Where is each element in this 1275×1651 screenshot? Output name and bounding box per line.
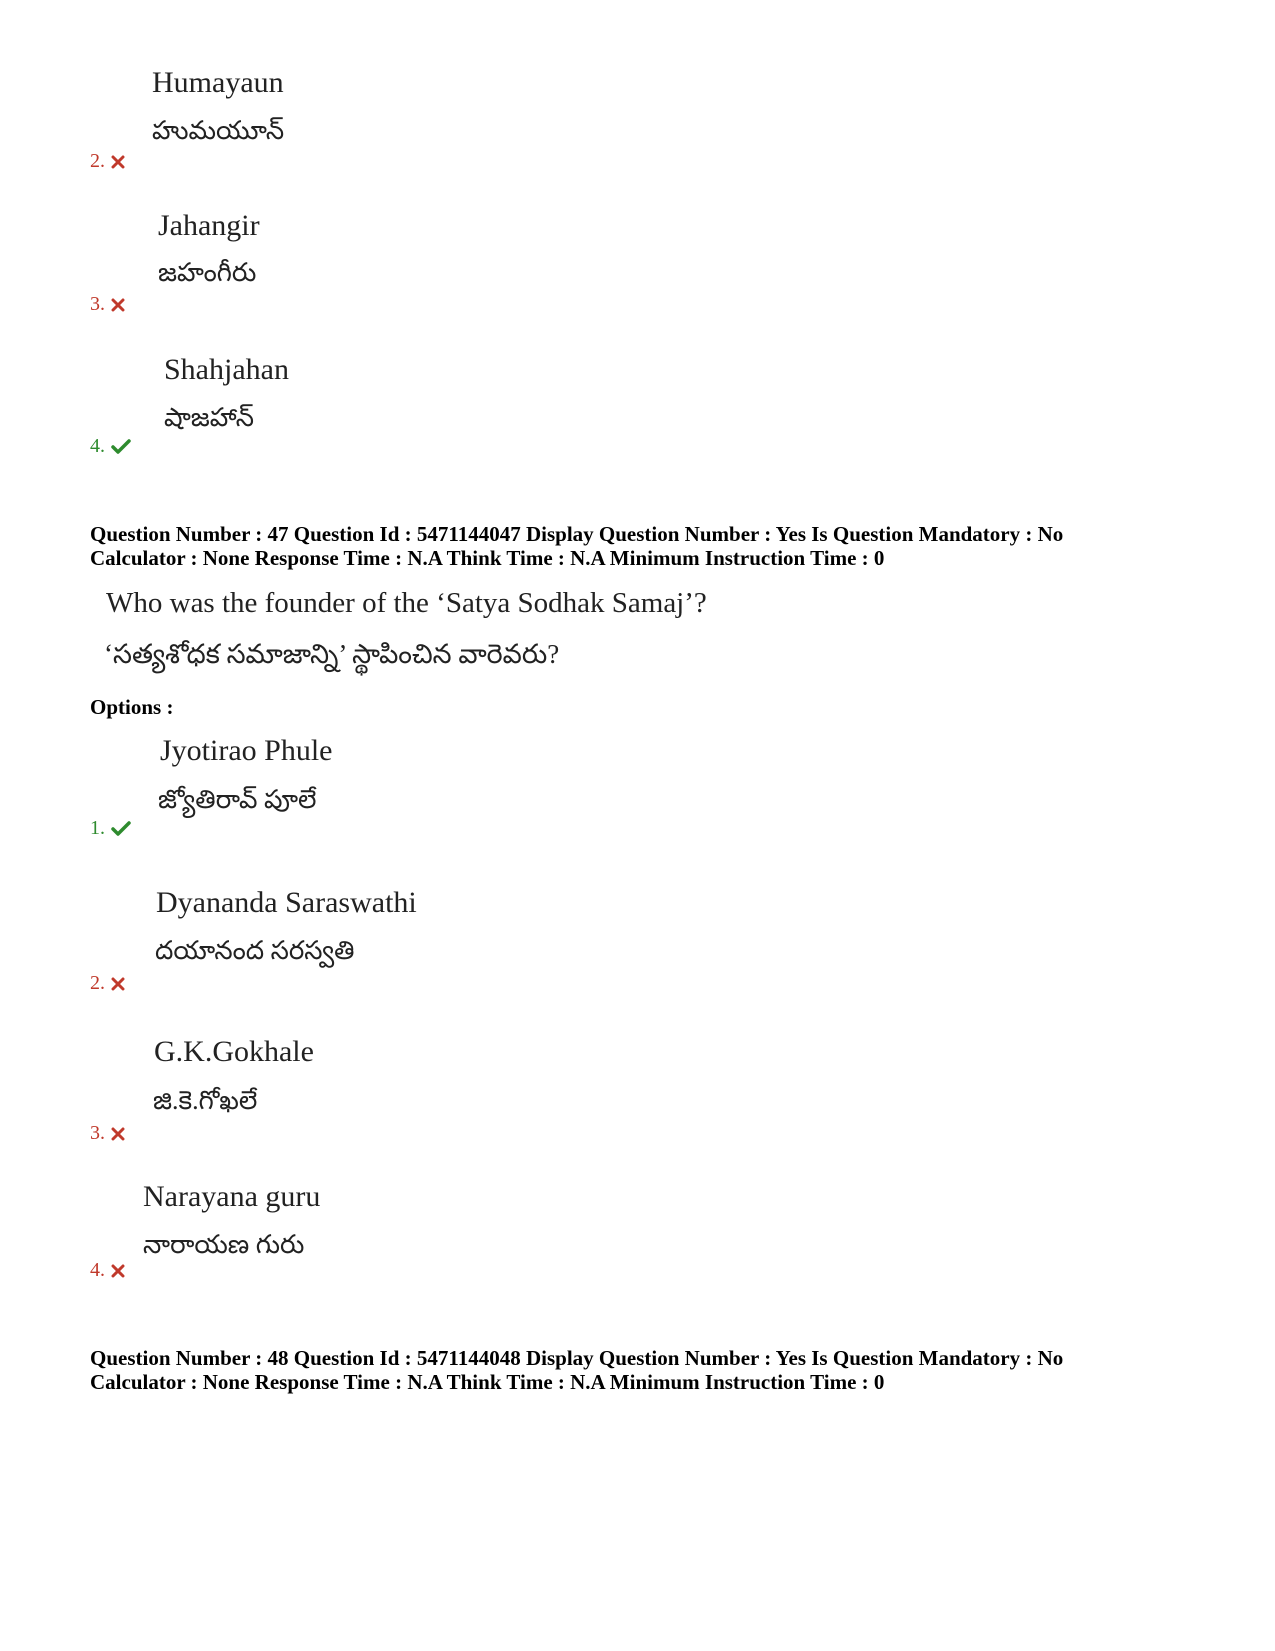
q47-option-3-telugu: జి.కె.గోఖలే <box>153 1086 258 1115</box>
cross-icon <box>111 1127 125 1141</box>
option-3-telugu: జహంగీరు <box>158 258 257 287</box>
check-icon <box>111 439 131 455</box>
q47-option-4-english: Narayana guru <box>143 1180 321 1213</box>
q47-option-4-telugu: నారాయణ గురు <box>143 1230 305 1259</box>
q47-option-1-telugu: జ్యోతిరావ్ పూలే <box>158 785 317 814</box>
cross-icon <box>111 298 125 312</box>
option-4-number: 4. <box>90 435 131 458</box>
option-2-telugu: హుమయూన్ <box>152 116 285 145</box>
cross-icon <box>111 977 125 991</box>
cross-icon <box>111 155 125 169</box>
q47-option-1-number: 1. <box>90 817 131 840</box>
check-icon <box>111 821 131 837</box>
q47-option-1-english: Jyotirao Phule <box>160 734 333 767</box>
question-48-meta <box>90 1346 1063 1394</box>
q47-option-3-number: 3. <box>90 1122 125 1145</box>
option-2-number: 2. <box>90 150 125 173</box>
cross-icon <box>111 1264 125 1278</box>
q47-option-2-english: Dyananda Saraswathi <box>156 886 417 919</box>
question-47-telugu: ‘సత్యశోధక సమాజాన్ని’ స్థాపించిన వారెవరు? <box>104 639 560 669</box>
option-4-telugu: షాజహాన్ <box>164 403 254 432</box>
question-48-meta-line1: Question Number : 48 Question Id : 5471144048 Display Question Number : Yes Is Question Mandatory : No <box>90 1346 1064 1370</box>
q47-option-2-telugu: దయానంద సరస్వతి <box>155 936 355 965</box>
question-47-meta-line2: Calculator : None Response Time : N.A Think Time : N.A Minimum Instruction Time : 0 <box>90 546 885 570</box>
option-3-number: 3. <box>90 293 125 316</box>
option-4-english: Shahjahan <box>164 353 289 386</box>
q47-option-2-number: 2. <box>90 972 125 995</box>
question-48-meta-line2: Calculator : None Response Time : N.A Think Time : N.A Minimum Instruction Time : 0 <box>90 1370 885 1394</box>
q47-option-3-english: G.K.Gokhale <box>154 1035 314 1068</box>
question-47-english: Who was the founder of the ‘Satya Sodhak Samaj’? <box>106 587 707 619</box>
q47-option-4-number: 4. <box>90 1259 125 1282</box>
option-3-english: Jahangir <box>158 209 260 242</box>
option-2-english: Humayaun <box>152 66 284 99</box>
options-label: Options : <box>90 695 174 719</box>
question-47-meta <box>90 522 1063 570</box>
question-47-meta-line1: Question Number : 47 Question Id : 5471144047 Display Question Number : Yes Is Question Mandatory : No <box>90 522 1064 546</box>
